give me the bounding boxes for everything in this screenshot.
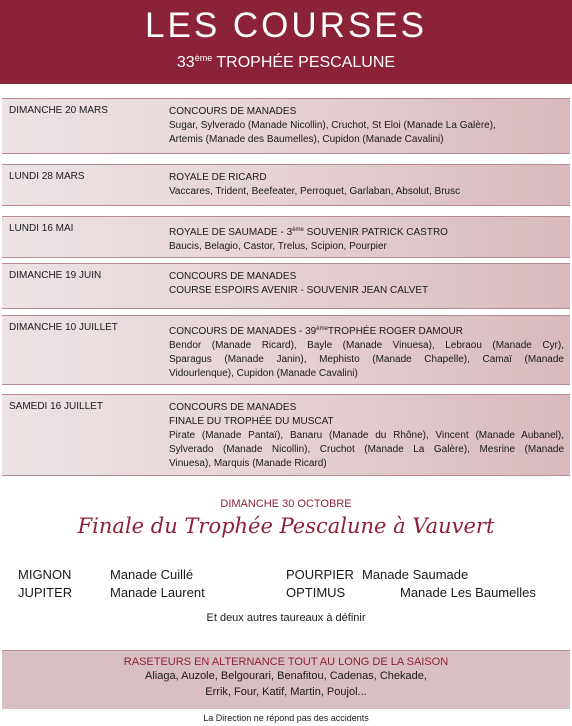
event-date: LUNDI 28 MARS <box>9 171 85 182</box>
event-title-ordinal: ème <box>292 227 304 233</box>
raseteurs-band <box>2 650 570 709</box>
other-bulls-note: Et deux autres taureaux à définir <box>206 612 366 624</box>
event-row <box>2 98 570 154</box>
event-title: CONCOURS DE MANADES <box>169 402 297 413</box>
bull-manade: Manade Saumade <box>362 567 469 582</box>
event-title: CONCOURS DE MANADES <box>169 106 297 117</box>
event-title-secondary: FINALE DU TROPHÉE DU MUSCAT <box>169 416 334 427</box>
event-line: Sylverado (Manade Nicollin), Cruchot (Manade La Galère), Mesrine (Manade <box>169 444 564 455</box>
event-content <box>169 105 564 147</box>
event-content <box>169 322 564 381</box>
event-row <box>2 164 570 206</box>
event-line: Vinuesa), Marquis (Manade Ricard) <box>169 458 327 469</box>
event-title-secondary: COURSE ESPOIRS AVENIR - SOUVENIR JEAN CALVET <box>169 285 429 296</box>
event-row <box>2 394 570 476</box>
event-line: Pirate (Manade Pantaï), Banaru (Manade du Rhône), Vincent (Manade Aubanel), <box>169 430 564 441</box>
event-line: Vaccares, Trident, Beefeater, Perroquet, Garlaban, Absolut, Brusc <box>169 186 461 197</box>
event-title-part: TROPHÉE ROGER DAMOUR <box>327 326 463 337</box>
bull-manade: Manade Les Baumelles <box>400 585 536 600</box>
event-content <box>169 171 564 199</box>
subtitle-number: 33 <box>176 54 195 71</box>
finale-date: DIMANCHE 30 OCTOBRE <box>220 498 352 510</box>
event-title <box>169 322 564 339</box>
bull-manade: Manade Cuillé <box>110 567 194 582</box>
bull-manade: Manade Laurent <box>110 585 205 600</box>
raseteurs-line: Errik, Four, Katif, Martin, Poujol... <box>205 686 367 698</box>
event-row <box>2 216 570 258</box>
event-title-ordinal: ème <box>316 326 328 332</box>
event-date: SAMEDI 16 JUILLET <box>9 401 103 412</box>
event-date: DIMANCHE 10 JUILLET <box>9 322 118 333</box>
event-line: Artemis (Manade des Baumelles), Cupidon (Manade Cavalini) <box>169 134 444 145</box>
event-date: DIMANCHE 19 JUIN <box>9 270 102 281</box>
header-banner <box>0 0 572 84</box>
bull-name: OPTIMUS <box>286 585 346 600</box>
finale-title: Finale du Trophée Pescalune à Vauvert <box>77 514 495 538</box>
event-date: DIMANCHE 20 MARS <box>9 105 108 116</box>
event-content <box>169 223 564 254</box>
event-title <box>169 223 564 240</box>
page-subtitle <box>0 53 572 72</box>
event-content <box>169 401 564 471</box>
subtitle-text: TROPHÉE PESCALUNE <box>212 54 396 71</box>
event-content <box>169 270 564 298</box>
raseteurs-title: RASETEURS EN ALTERNANCE TOUT AU LONG DE LA SAISON <box>123 656 449 668</box>
event-title: ROYALE DE RICARD <box>169 172 267 183</box>
event-line: Sparagus (Manade Janin), Mephisto (Manade Chapelle), Camaï (Manade <box>169 354 564 365</box>
event-line: Sugar, Sylverado (Manade Nicollin), Cruchot, St Eloi (Manade La Galère), <box>169 120 496 131</box>
event-title-part: SOUVENIR PATRICK CASTRO <box>303 227 448 238</box>
event-title-part: ROYALE DE SAUMADE - 3 <box>169 227 293 238</box>
event-line: Bendor (Manade Ricard), Bayle (Manade Vinuesa), Lebraou (Manade Cyr), <box>169 340 564 351</box>
bull-name: POURPIER <box>286 567 354 582</box>
event-row <box>2 315 570 385</box>
event-title: CONCOURS DE MANADES <box>169 271 297 282</box>
subtitle-ordinal: ème <box>194 53 213 63</box>
event-line: Vidourlenque), Cupidon (Manade Cavalini) <box>169 368 358 379</box>
event-title-part: CONCOURS DE MANADES - 39 <box>169 326 317 337</box>
raseteurs-line: Aliaga, Auzole, Belgourari, Benafitou, Cadenas, Chekade, <box>145 670 427 682</box>
bull-name: MIGNON <box>18 567 72 582</box>
event-date: LUNDI 16 MAI <box>9 223 74 234</box>
bull-name: JUPITER <box>18 585 73 600</box>
event-row <box>2 263 570 309</box>
footer-disclaimer: La Direction ne répond pas des accidents <box>203 713 369 723</box>
page-title: LES COURSES <box>145 6 427 45</box>
event-line: Baucis, Belagio, Castor, Trelus, Scipion, Pourpier <box>169 241 387 252</box>
